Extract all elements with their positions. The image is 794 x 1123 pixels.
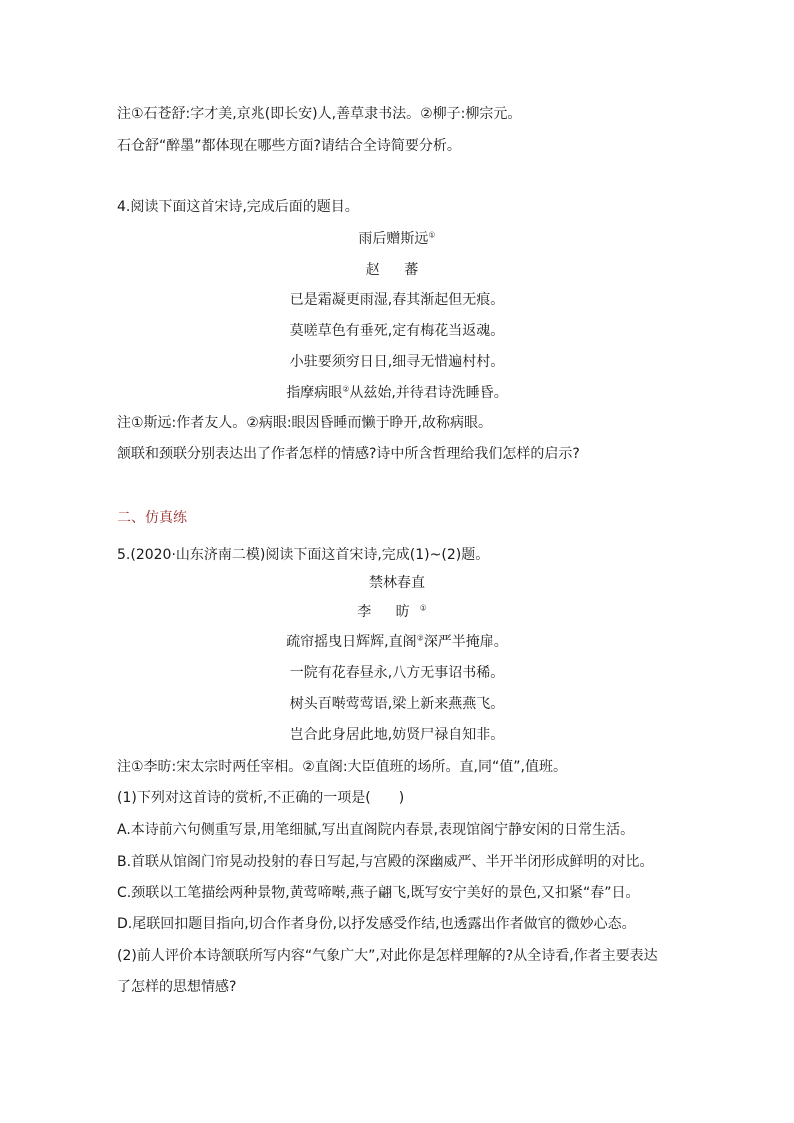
section-title: 二、仿真练 (117, 510, 187, 526)
q5-option-c: C.颈联以工笔描绘两种景物,黄莺啼啭,燕子翩飞,既写安宁美好的景色,又扣紧“春”日。 (117, 885, 640, 901)
footnote-marker: ① (428, 230, 436, 240)
q5-poem-line: 树头百啭莺莺语,梁上新来燕燕飞。 (289, 696, 505, 712)
q4-poem-line: 指摩病眼②从兹始,并待君诗洗睡昏。 (286, 384, 508, 401)
q4-stem: 4.阅读下面这首宋诗,完成后面的题目。 (117, 199, 359, 215)
q4-poem-line: 小驻要须穷日日,细寻无惜遍村村。 (289, 354, 505, 370)
q5-note: 注①李昉:宋太宗时两任宰相。②直阁:大臣值班的场所。直,同“值”,值班。 (117, 759, 567, 775)
q3-question: 石仓舒“醉墨”都体现在哪些方面?请结合全诗简要分析。 (117, 138, 461, 154)
q5-poem-line: 一院有花春昼永,八方无事诏书稀。 (289, 665, 505, 681)
q4-author: 赵 蕃 (365, 262, 429, 278)
q5-poem-line: 疏帘摇曳日辉辉,直阁②深严半掩扉。 (286, 633, 508, 650)
q5-sub-question-2-cont: 了怎样的思想情感? (117, 979, 237, 995)
q5-poem-line: 岂合此身居此地,妨贤尸禄自知非。 (289, 727, 505, 743)
q4-poem-title: 雨后赠斯远① (358, 230, 436, 247)
q5-stem: 5.(2020·山东济南二模)阅读下面这首宋诗,完成(1)~(2)题。 (117, 547, 490, 563)
q5-sub-question-2: (2)前人评价本诗颔联所写内容“气象广大”,对此你是怎样理解的?从全诗看,作者主要表达 (117, 948, 658, 964)
q4-note: 注①斯远:作者友人。②病眼:眼因昏睡而懒于睁开,故称病眼。 (117, 415, 492, 431)
footnote-marker: ② (416, 633, 424, 643)
q4-question: 颔联和颈联分别表达出了作者怎样的情感?诗中所含哲理给我们怎样的启示? (117, 446, 580, 462)
q5-option-b: B.首联从馆阁门帘晃动投射的春日写起,与宫殿的深幽威严、半开半闭形成鲜明的对比。 (117, 854, 654, 870)
q4-poem-line: 莫嗟草色有垂死,定有梅花当返魂。 (289, 323, 505, 339)
q5-option-d: D.尾联回扣题目指向,切合作者身份,以抒发感受作结,也透露出作者做官的微妙心态。 (117, 916, 636, 932)
footnote-marker: ① (419, 603, 437, 613)
q5-poem-title: 禁林春直 (369, 575, 425, 591)
q5-author: 李 昉① (357, 603, 437, 620)
q5-option-a: A.本诗前六句侧重写景,用笔细腻,写出直阁院内春景,表现馆阁宁静安闲的日常生活。 (117, 822, 635, 838)
q5-sub-question-1: (1)下列对这首诗的赏析,不正确的一项是( ) (117, 790, 405, 806)
q3-note: 注①石苍舒:字才美,京兆(即长安)人,善草隶书法。②柳子:柳宗元。 (117, 106, 522, 122)
q4-poem-line: 已是霜凝更雨湿,春其渐起但无痕。 (289, 292, 505, 308)
footnote-marker: ② (342, 384, 350, 394)
